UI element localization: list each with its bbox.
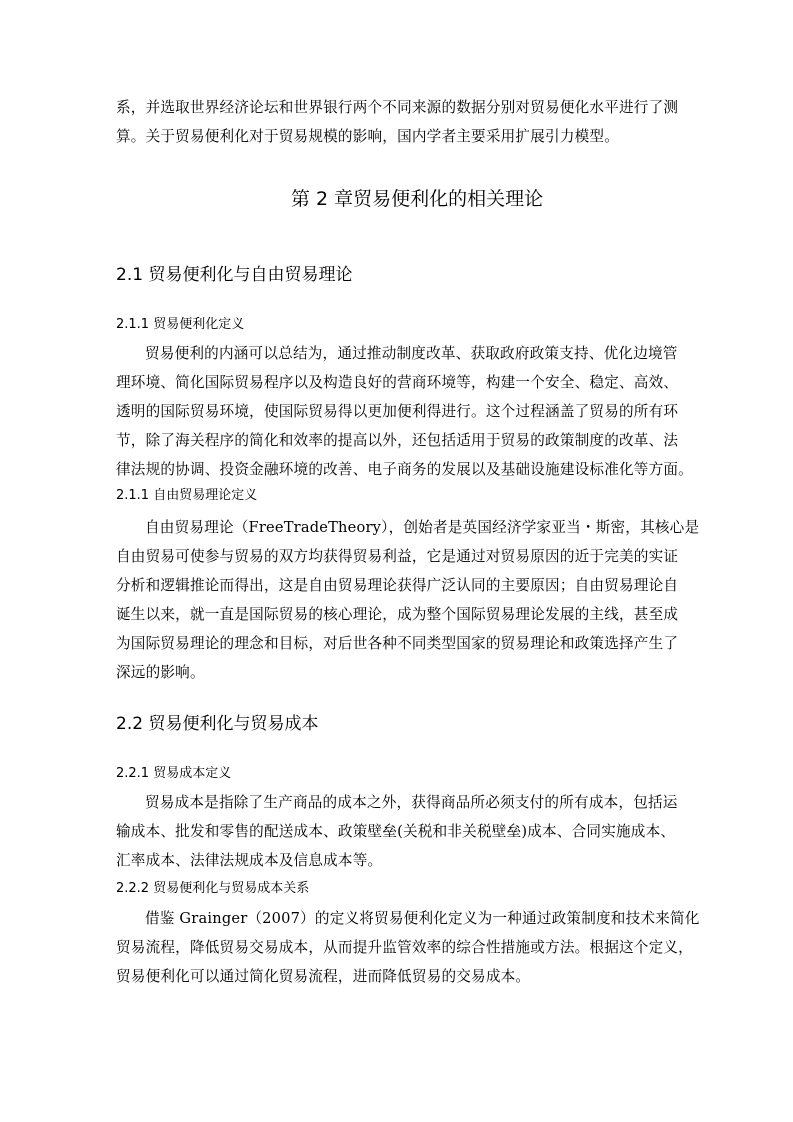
text-line: 诞生以来，就一直是国际贸易的核心理论，成为整个国际贸易理论发展的主线，甚至成 xyxy=(116,606,679,623)
text-line: 自由贸易可使参与贸易的双方均获得贸易利益，它是通过对贸易原因的近于完美的实证 xyxy=(116,548,679,565)
subsection-heading-2-2-2: 2.2.2 贸易便利化与贸易成本关系 xyxy=(116,881,310,896)
text-line: 分析和逻辑推论而得出，这是自由贸易理论获得广泛认同的主要原因；自由贸易理论自 xyxy=(116,577,679,594)
text-line: 节，除了海关程序的简化和效率的提高以外，还包括适用于贸易的政策制度的改革、法 xyxy=(116,432,679,449)
paragraph-free-trade-theory xyxy=(116,513,718,687)
text-line: 算。关于贸易便利化对于贸易规模的影响，国内学者主要采用扩展引力模型。 xyxy=(116,128,619,145)
text-line: 律法规的协调、投资金融环境的改善、电子商务的发展以及基础设施建设标准化等方面。 xyxy=(116,461,693,478)
text-line: 贸易便利的内涵可以总结为，通过推动制度改革、获取政府政策支持、优化边境管 xyxy=(145,345,678,362)
text-line: 透明的国际贸易环境，使国际贸易得以更加便利得进行。这个过程涵盖了贸易的所有环 xyxy=(116,403,679,420)
section-heading-2-2: 2.2 贸易便利化与贸易成本 xyxy=(116,714,319,734)
paragraph-trade-cost-definition xyxy=(116,788,718,875)
text-line: 贸易流程，降低贸易交易成本，从而提升监管效率的综合性措施或方法。根据这个定义， xyxy=(116,939,693,956)
text-line: 汇率成本、法律法规成本及信息成本等。 xyxy=(116,852,383,869)
text-line: 贸易成本是指除了生产商品的成本之外，获得商品所必须支付的所有成本，包括运 xyxy=(145,794,678,811)
intro-paragraph xyxy=(116,93,718,151)
paragraph-facilitation-cost-relation xyxy=(116,904,718,991)
text-line: 借鉴 Grainger（2007）的定义将贸易便利化定义为一种通过政策制度和技术来简化 xyxy=(145,910,700,927)
section-heading-2-1: 2.1 贸易便利化与自由贸易理论 xyxy=(116,265,353,285)
text-line: 输成本、批发和零售的配送成本、政策壁垒(关税和非关税壁垒)成本、合同实施成本、 xyxy=(116,823,676,840)
subsection-heading-2-1-1: 2.1.1 贸易便利化定义 xyxy=(116,317,245,332)
text-line: 为国际贸易理论的理念和目标，对后世各种不同类型国家的贸易理论和政策选择产生了 xyxy=(116,635,679,652)
text-line: 自由贸易理论（FreeTradeTheory），创始者是英国经济学家亚当・斯密，其核心是 xyxy=(145,519,700,536)
text-line: 贸易便利化可以通过简化贸易流程，进而降低贸易的交易成本。 xyxy=(116,968,531,985)
paragraph-trade-facilitation-definition xyxy=(116,339,718,484)
chapter-title: 第 2 章贸易便利化的相关理论 xyxy=(290,188,544,210)
subsection-heading-free-trade: 2.1.1 自由贸易理论定义 xyxy=(116,488,258,503)
text-line: 深远的影响。 xyxy=(116,664,205,681)
subsection-heading-2-2-1: 2.2.1 贸易成本定义 xyxy=(116,766,232,781)
text-line: 系，并选取世界经济论坛和世界银行两个不同来源的数据分别对贸易便化水平进行了测 xyxy=(116,99,679,116)
text-line: 理环境、简化国际贸易程序以及构造良好的营商环境等，构建一个安全、稳定、高效、 xyxy=(116,374,679,391)
